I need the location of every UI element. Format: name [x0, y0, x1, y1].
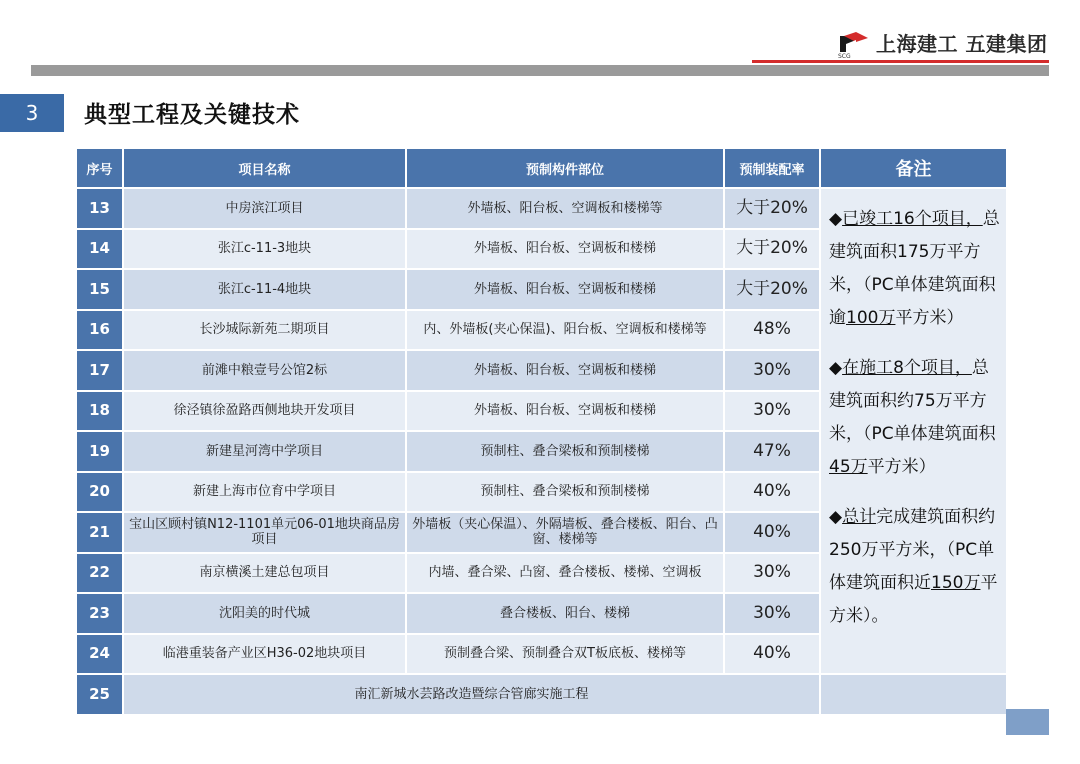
row-parts: 外墙板、阳台板、空调板和楼梯 [406, 391, 724, 432]
row-parts: 外墙板、阳台板、空调板和楼梯等 [406, 188, 724, 229]
row-no: 22 [76, 553, 123, 594]
company-logo [838, 28, 1048, 60]
row-name: 南汇新城水芸路改造暨综合管廊实施工程 [123, 674, 820, 715]
section-title: 典型工程及关键技术 [84, 102, 300, 128]
row-no: 13 [76, 188, 123, 229]
bullet-icon: ◆ [829, 209, 843, 229]
row-name: 前滩中粮壹号公馆2标 [123, 350, 406, 391]
bullet-icon: ◆ [829, 358, 843, 378]
row-rate: 30% [724, 593, 820, 634]
row-name: 南京横溪土建总包项目 [123, 553, 406, 594]
row-parts: 预制叠合梁、预制叠合双T板底板、楼梯等 [406, 634, 724, 675]
row-name: 新建上海市位育中学项目 [123, 472, 406, 513]
row-no: 17 [76, 350, 123, 391]
row-parts: 预制柱、叠合梁板和预制楼梯 [406, 431, 724, 472]
table-row [76, 188, 1007, 229]
row-name: 宝山区顾村镇N12-1101单元06-01地块商品房项目 [123, 512, 406, 553]
row-rate: 30% [724, 350, 820, 391]
remark-in-progress: ◆在施工8个项目，总建筑面积约75万平方米，（PC单体建筑面积45万平方米） [829, 358, 996, 477]
corner-block [1006, 709, 1049, 735]
logo-mark-icon [838, 30, 870, 60]
row-rate: 40% [724, 472, 820, 513]
header-no: 序号 [76, 148, 123, 188]
header-rate: 预制装配率 [724, 148, 820, 188]
row-name: 临港重装备产业区H36-02地块项目 [123, 634, 406, 675]
row-rate: 48% [724, 310, 820, 351]
row-no: 21 [76, 512, 123, 553]
header-parts: 预制构件部位 [406, 148, 724, 188]
row-rate: 30% [724, 553, 820, 594]
remark-completed: ◆已竣工16个项目，总建筑面积175万平方米，（PC单体建筑面积逾100万平方米） [829, 209, 1000, 328]
header-red-line [752, 60, 1049, 63]
row-name: 长沙城际新苑二期项目 [123, 310, 406, 351]
row-no: 20 [76, 472, 123, 513]
row-no: 24 [76, 634, 123, 675]
row-name: 张江c-11-4地块 [123, 269, 406, 310]
bullet-icon: ◆ [829, 507, 843, 527]
row-no: 16 [76, 310, 123, 351]
row-parts: 叠合楼板、阳台、楼梯 [406, 593, 724, 634]
projects-table [75, 147, 1008, 716]
row-rate: 40% [724, 512, 820, 553]
row-parts: 外墙板、阳台板、空调板和楼梯 [406, 269, 724, 310]
row-parts: 外墙板、阳台板、空调板和楼梯 [406, 350, 724, 391]
table-row [76, 674, 1007, 715]
row-rate: 40% [724, 634, 820, 675]
row-rate: 大于20% [724, 188, 820, 229]
row-name: 徐泾镇徐盈路西侧地块开发项目 [123, 391, 406, 432]
remarks-cell [820, 188, 1007, 674]
header-gray-bar [31, 65, 1049, 76]
row-no: 18 [76, 391, 123, 432]
header-name: 项目名称 [123, 148, 406, 188]
row-no: 25 [76, 674, 123, 715]
row-parts: 内墙、叠合梁、凸窗、叠合楼板、楼梯、空调板 [406, 553, 724, 594]
company-name: 上海建工 五建集团 [876, 31, 1048, 56]
row-parts: 外墙板、阳台板、空调板和楼梯 [406, 229, 724, 270]
row-rate: 47% [724, 431, 820, 472]
row-rate: 大于20% [724, 229, 820, 270]
table-header-row [76, 148, 1007, 188]
logo-sub-text: SCG [838, 53, 851, 60]
header-remark: 备注 [820, 148, 1007, 188]
row-name: 沈阳美的时代城 [123, 593, 406, 634]
row-name: 张江c-11-3地块 [123, 229, 406, 270]
row-parts: 内、外墙板(夹心保温)、阳台板、空调板和楼梯等 [406, 310, 724, 351]
row-name: 中房滨江项目 [123, 188, 406, 229]
row-no: 23 [76, 593, 123, 634]
row-rate: 30% [724, 391, 820, 432]
row-no: 14 [76, 229, 123, 270]
remark-total: ◆总计完成建筑面积约250万平方米，（PC单体建筑面积近150万平方米）。 [829, 507, 998, 626]
row-parts: 外墙板（夹心保温）、外隔墙板、叠合楼板、阳台、凸窗、楼梯等 [406, 512, 724, 553]
row-parts: 预制柱、叠合梁板和预制楼梯 [406, 472, 724, 513]
section-number: 3 [0, 94, 64, 132]
row-name: 新建星河湾中学项目 [123, 431, 406, 472]
row-rate: 大于20% [724, 269, 820, 310]
row-no: 15 [76, 269, 123, 310]
row-empty-cell [820, 674, 1007, 715]
row-no: 19 [76, 431, 123, 472]
